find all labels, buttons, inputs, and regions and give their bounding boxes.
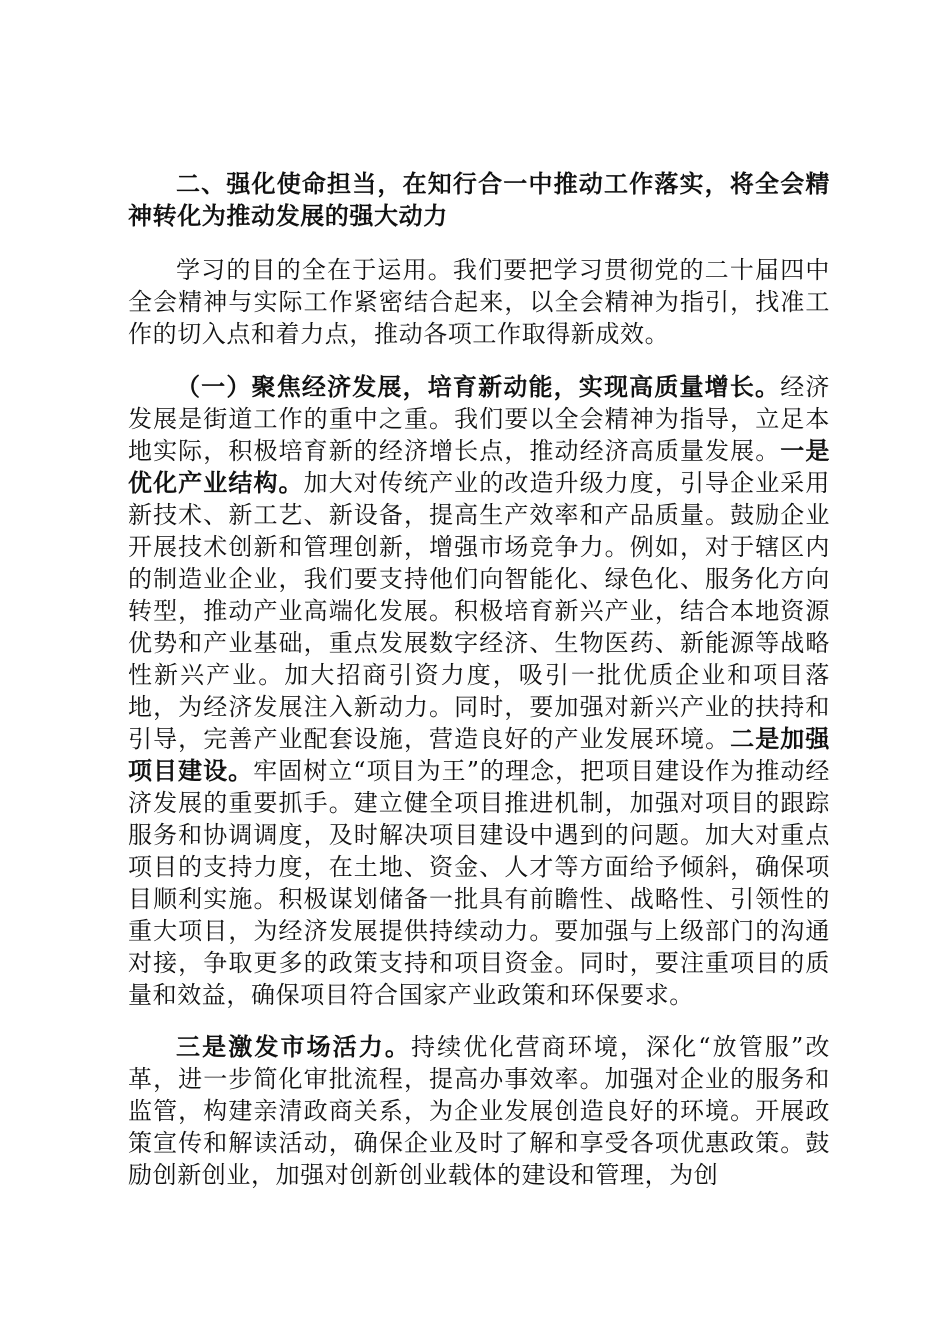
section-heading: 二、强化使命担当，在知行合一中推动工作落实，将全会精神转化为推动发展的强大动力 xyxy=(128,169,830,230)
subsection-1-title: （一）聚焦经济发展，培育新动能，实现高质量增长。 xyxy=(176,372,781,401)
point-2-text: 牢固树立“项目为王”的理念，把项目建设作为推动经济发展的重要抓手。建立健全项目推进机制，加强对项目的跟踪服务和协调调度，及时解决项目建设中遇到的问题。加大对重点项目的支持力度，在土地、资金、人才等方面给予倾斜，确保项目顺利实施。积极谋划储备一批具有前瞻性、战略性、引领性的重大项目，为经济发展提供持续动力。要加强与上级部门的沟通对接，争取更多的政策支持和项目资金。同时，要注重项目的质量和效益，确保项目符合国家产业政策和环保要求。 xyxy=(128,757,831,1009)
point-1-title: 一是优化产业结构。 xyxy=(128,436,830,497)
intro-paragraph: 学习的目的全在于运用。我们要把学习贯彻党的二十届四中全会精神与实际工作紧密结合起来，以全会精神为指引，找准工作的切入点和着力点，推动各项工作取得新成效。 xyxy=(128,256,830,348)
subsection-1-paragraph xyxy=(128,371,830,1011)
point-3-title: 三是激发市场活力。 xyxy=(176,1032,412,1061)
subsection-1-text: 经济发展是街道工作的重中之重。我们要以全会精神为指导，立足本地实际，积极培育新的经济增长点，推动经济高质量发展。 xyxy=(128,373,830,465)
point-3-paragraph xyxy=(128,1031,830,1191)
point-3-text: 持续优化营商环境，深化“放管服”改革，进一步简化审批流程，提高办事效率。加强对企业的服务和监管，构建亲清政商关系，为企业发展创造良好的环境。开展政策宣传和解读活动，确保企业及时了解和享受各项优惠政策。鼓励创新创业，加强对创新创业载体的建设和管理，为创 xyxy=(128,1033,830,1189)
document-page xyxy=(128,168,830,1191)
point-1-text: 加大对传统产业的改造升级力度，引导企业采用新技术、新工艺、新设备，提高生产效率和产品质量。鼓励企业开展技术创新和管理创新，增强市场竞争力。例如，对于辖区内的制造业企业，我们要支持他们向智能化、绿色化、服务化方向转型，推动产业高端化发展。积极培育新兴产业，结合本地资源优势和产业基础，重点发展数字经济、生物医药、新能源等战略性新兴产业。加大招商引资力度，吸引一批优质企业和项目落地，为经济发展注入新动力。同时，要加强对新兴产业的扶持和引导，完善产业配套设施，营造良好的产业发展环境。 xyxy=(128,469,830,753)
point-2-title: 二是加强项目建设。 xyxy=(128,724,830,785)
